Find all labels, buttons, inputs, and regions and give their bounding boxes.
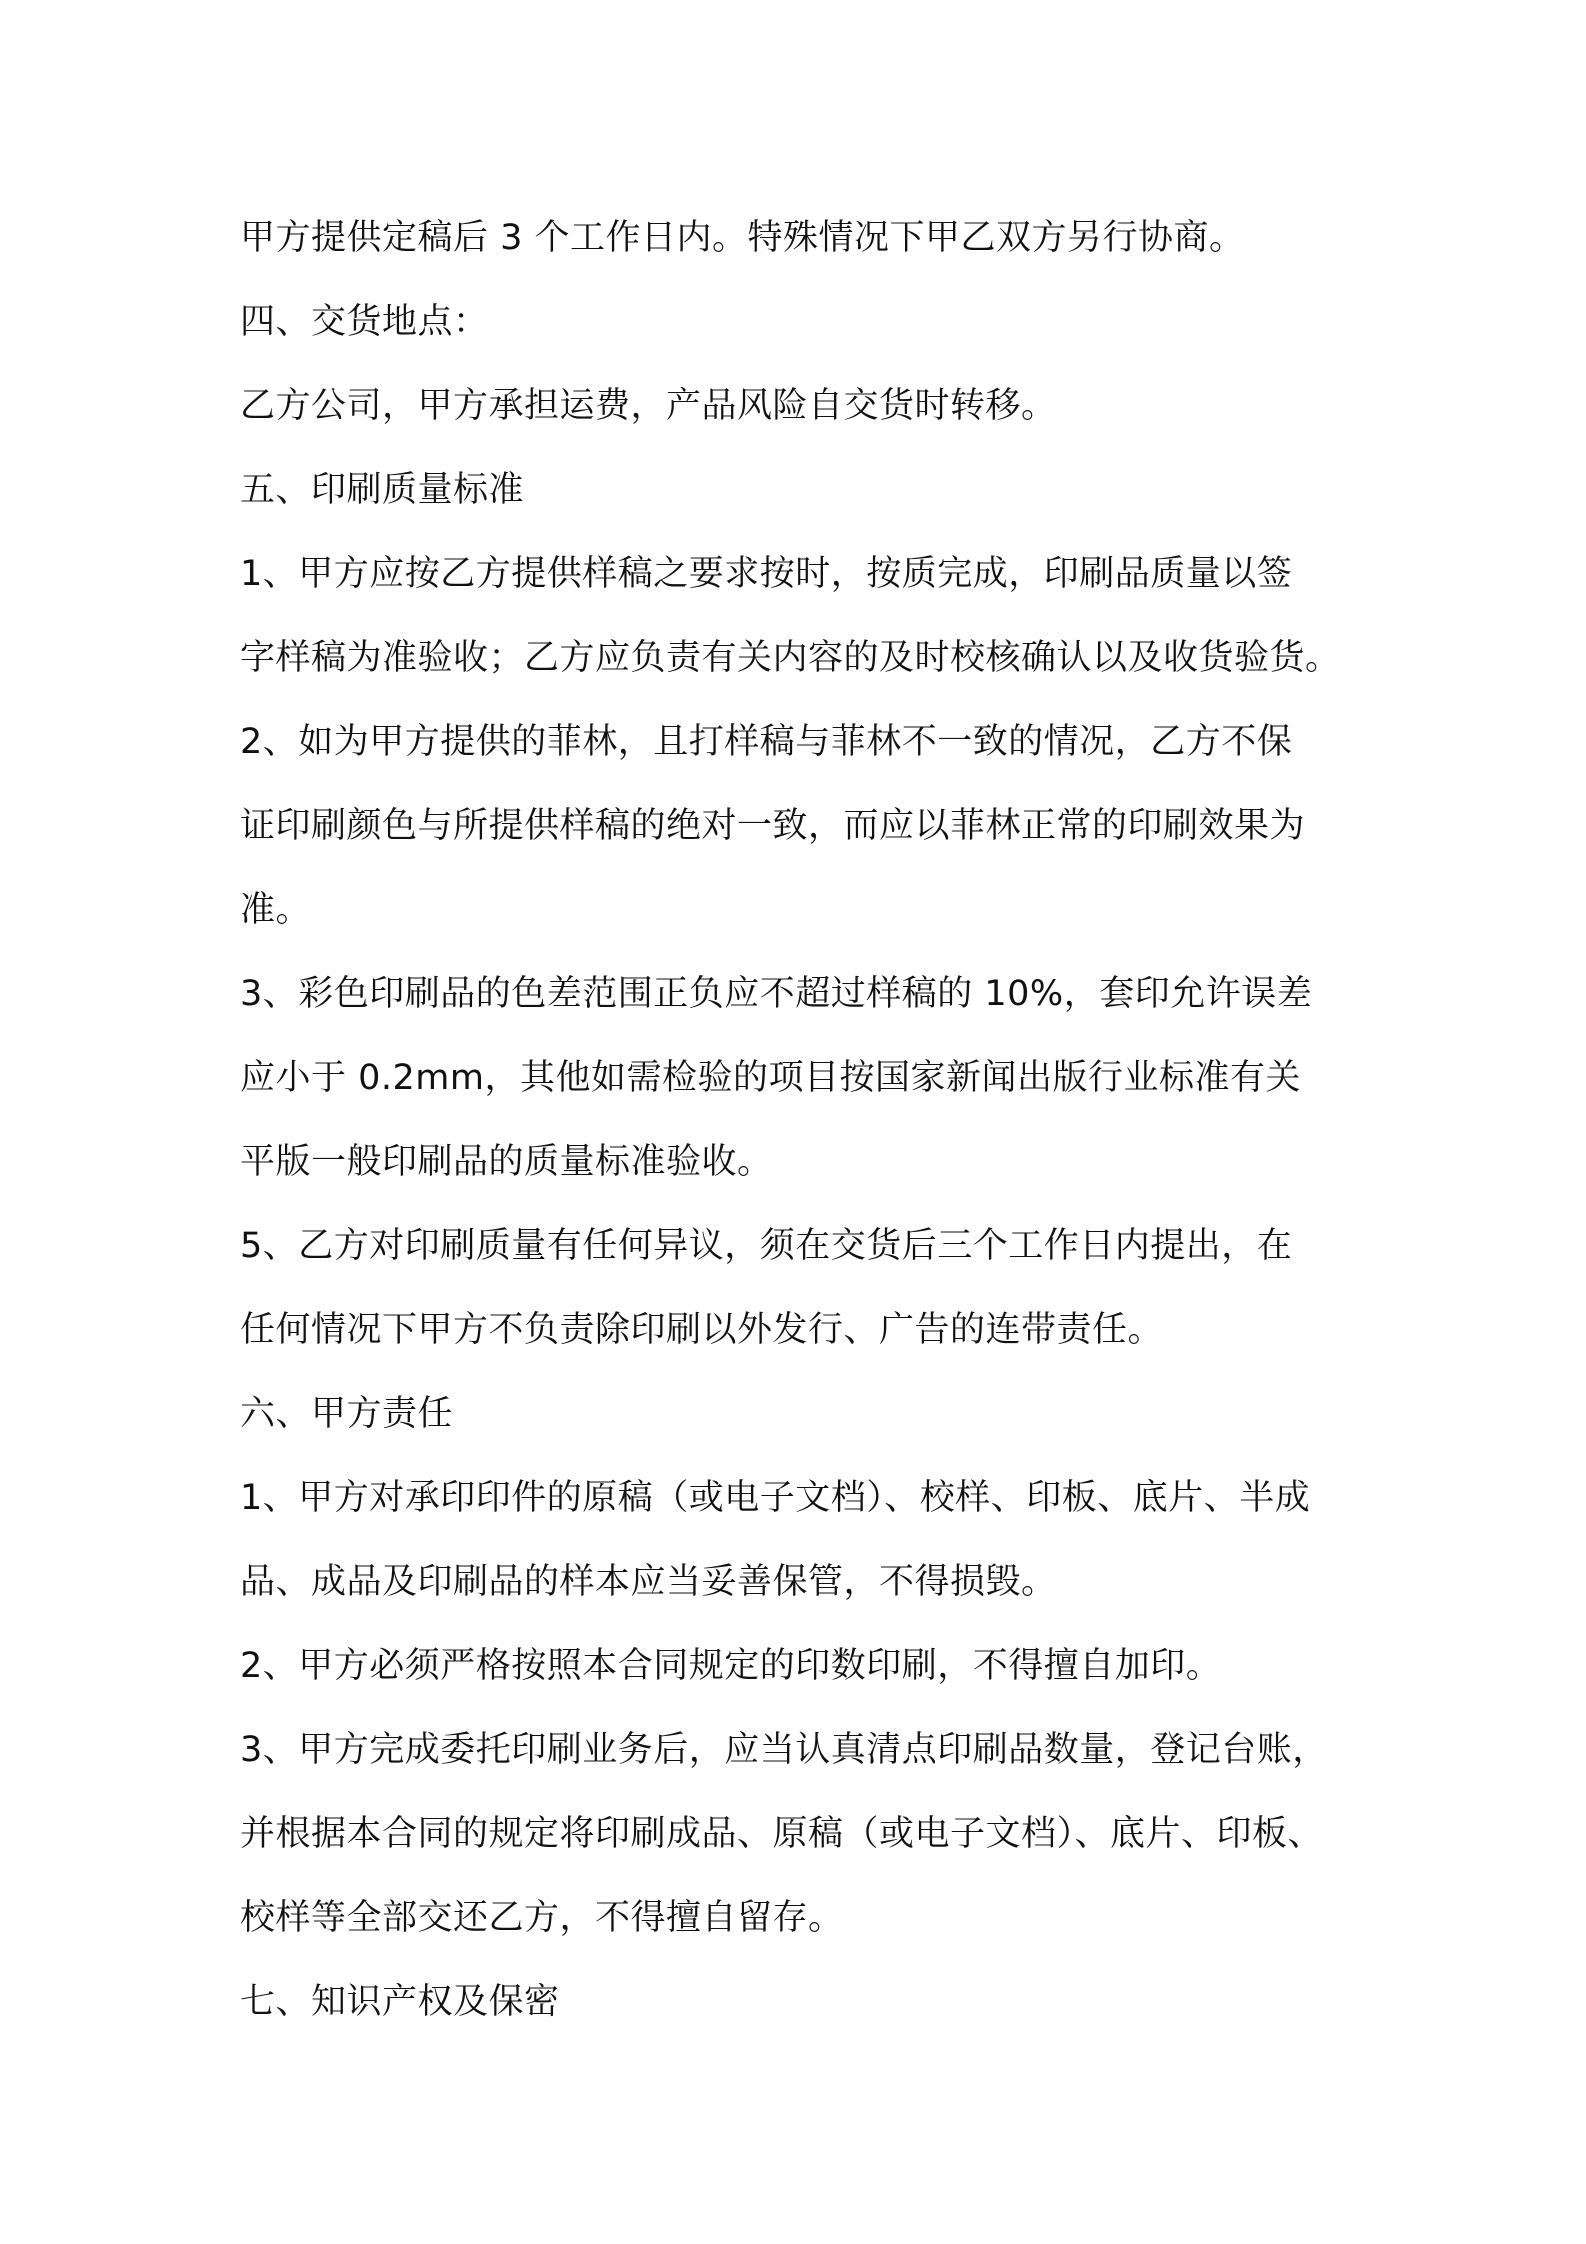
body-line: 5、乙方对印刷质量有任何异议，须在交货后三个工作日内提出，在 <box>240 1226 1293 1266</box>
body-line: 甲方提供定稿后 3 个工作日内。特殊情况下甲乙双方另行协商。 <box>240 218 1245 258</box>
body-line: 1、甲方应按乙方提供样稿之要求按时，按质完成，印刷品质量以签 <box>240 554 1293 594</box>
section-heading-delivery-location: 四、交货地点： <box>240 302 489 342</box>
body-line: 3、彩色印刷品的色差范围正负应不超过样稿的 10%，套印允许误差 <box>240 974 1313 1014</box>
body-line: 校样等全部交还乙方，不得擅自留存。 <box>240 1898 844 1938</box>
body-line: 应小于 0.2mm，其他如需检验的项目按国家新闻出版行业标准有关 <box>240 1058 1301 1098</box>
body-line: 准。 <box>240 890 312 930</box>
section-heading-party-a-responsibility: 六、甲方责任 <box>240 1394 454 1434</box>
body-line: 并根据本合同的规定将印刷成品、原稿（或电子文档）、底片、印板、 <box>240 1814 1324 1854</box>
body-line: 乙方公司，甲方承担运费，产品风险自交货时转移。 <box>240 386 1057 426</box>
body-line: 2、如为甲方提供的菲林，且打样稿与菲林不一致的情况，乙方不保 <box>240 722 1293 762</box>
body-line: 平版一般印刷品的质量标准验收。 <box>240 1142 773 1182</box>
body-line: 2、甲方必须严格按照本合同规定的印数印刷，不得擅自加印。 <box>240 1646 1222 1686</box>
body-line: 品、成品及印刷品的样本应当妥善保管，不得损毁。 <box>240 1562 1057 1602</box>
body-line: 字样稿为准验收；乙方应负责有关内容的及时校核确认以及收货验货。 <box>240 638 1341 678</box>
body-line: 1、甲方对承印印件的原稿（或电子文档）、校样、印板、底片、半成 <box>240 1478 1311 1518</box>
document-body <box>240 196 1370 2044</box>
body-line: 证印刷颜色与所提供样稿的绝对一致，而应以菲林正常的印刷效果为 <box>240 806 1306 846</box>
section-heading-print-quality: 五、印刷质量标准 <box>240 470 525 510</box>
body-line: 3、甲方完成委托印刷业务后，应当认真清点印刷品数量，登记台账， <box>240 1730 1328 1770</box>
body-line: 任何情况下甲方不负责除印刷以外发行、广告的连带责任。 <box>240 1310 1164 1350</box>
section-heading-ip-confidentiality: 七、知识产权及保密 <box>240 1982 560 2022</box>
